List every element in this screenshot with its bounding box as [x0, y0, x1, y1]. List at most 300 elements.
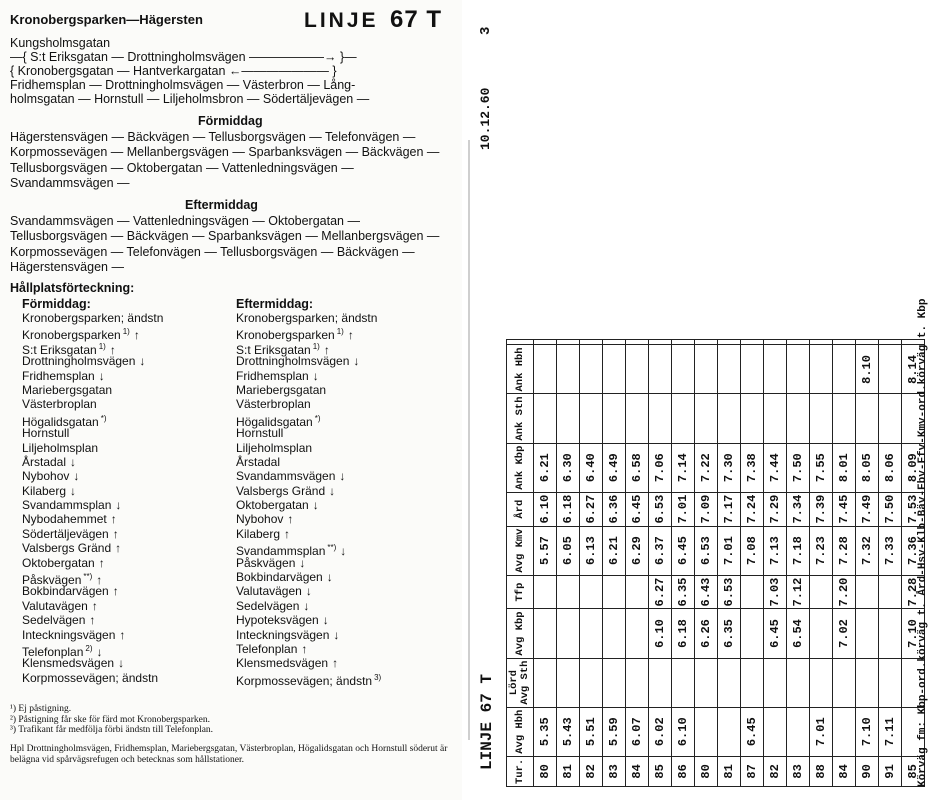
stop-name: Kronobergsparken: [236, 328, 335, 343]
time-cell: [856, 340, 879, 345]
arrow-down-icon: ↓: [70, 483, 77, 498]
time-cell: 6.45: [741, 707, 764, 756]
stop-name: Klensmedsvägen: [22, 656, 115, 671]
stop-footnote-mark: 1): [98, 341, 106, 351]
stop-footnote-mark: *): [100, 413, 107, 423]
time-cell: [695, 707, 718, 756]
arrow-up-icon: ↑: [112, 584, 119, 599]
stop-name: Oktobergatan: [236, 498, 309, 513]
stop-name: Kilaberg: [22, 483, 67, 498]
column-header: Ård: [507, 492, 534, 526]
time-cell: 7.03: [764, 575, 787, 609]
stop-item: [22, 426, 222, 440]
time-cell: 7.02: [833, 609, 856, 658]
stop-name: Bokbindarvägen: [22, 584, 109, 599]
route-line: holmsgatan — Hornstull — Liljeholmsbron — Södertäljevägen —: [10, 92, 370, 106]
stop-name: Årstadal: [236, 454, 281, 469]
tur-number: 87: [741, 756, 764, 786]
stop-item: [22, 584, 222, 598]
time-cell: 7.50: [787, 443, 810, 492]
route-footer: Körväg fm: Kbp-ord.körväg t. Ård-Hsv-Klb-Bäv-Fbv-Ffv-Kmv-ord.körväg t. Kbp: [917, 298, 929, 787]
arrow-down-icon: ↓: [70, 454, 77, 469]
time-cell: [810, 345, 833, 394]
table-row: [810, 340, 833, 787]
table-row: [580, 340, 603, 787]
time-cell: [603, 345, 626, 394]
formiddag-title: Förmiddag: [198, 114, 263, 128]
tur-number: 88: [810, 756, 833, 786]
stop-name: Nybohov: [22, 469, 70, 484]
time-cell: [672, 340, 695, 345]
time-cell: [718, 707, 741, 756]
time-cell: 6.45: [672, 526, 695, 575]
time-cell: 6.43: [695, 575, 718, 609]
stop-name: Valsbergs Gränd: [22, 541, 112, 556]
time-cell: [718, 394, 741, 443]
stop-name: Hornstull: [236, 426, 284, 441]
stops-eftermiddag: [236, 297, 436, 688]
column-header: Tfp: [507, 575, 534, 609]
time-cell: [580, 345, 603, 394]
table-row: [741, 340, 764, 787]
stop-item: [236, 671, 436, 688]
stop-name: Svandammsvägen: [236, 469, 336, 484]
stop-item: [22, 354, 222, 368]
time-cell: [741, 609, 764, 658]
time-cell: [764, 658, 787, 707]
column-header: Tur.: [507, 756, 534, 786]
arrow-up-icon: ↑: [109, 342, 116, 357]
time-cell: [741, 394, 764, 443]
column-header: [507, 340, 534, 345]
arrow-down-icon: ↓: [322, 613, 329, 628]
time-cell: [626, 345, 649, 394]
time-cell: [741, 340, 764, 345]
arrow-down-icon: ↓: [305, 584, 312, 599]
stop-item: [236, 541, 436, 559]
stop-name: Liljeholmsplan: [22, 440, 99, 455]
arrow-up-icon: ↑: [332, 656, 339, 671]
time-cell: [534, 575, 557, 609]
table-row: [833, 340, 856, 787]
tur-number: 80: [695, 756, 718, 786]
time-cell: 7.36: [902, 526, 925, 575]
time-cell: 7.01: [810, 707, 833, 756]
time-cell: 7.33: [879, 526, 902, 575]
linje-number: 67 T: [389, 6, 442, 33]
time-cell: [557, 575, 580, 609]
stop-name: Telefonplan: [22, 644, 84, 659]
time-cell: 7.18: [787, 526, 810, 575]
tur-number: 85: [902, 756, 925, 786]
stop-item: [236, 412, 436, 429]
stop-item: [22, 311, 222, 325]
time-cell: [603, 609, 626, 658]
time-cell: [810, 609, 833, 658]
stop-item: [22, 340, 222, 357]
right-page: [472, 0, 939, 800]
time-cell: [856, 658, 879, 707]
stop-name: Korpmossevägen; ändstn: [236, 673, 373, 688]
time-cell: [580, 394, 603, 443]
arrow-down-icon: ↓: [98, 368, 105, 383]
time-cell: 6.05: [557, 526, 580, 575]
arrow-down-icon: ↓: [353, 354, 360, 369]
timetable-linje: [478, 674, 496, 770]
time-cell: 7.45: [833, 492, 856, 526]
arrow-down-icon: ↓: [118, 656, 125, 671]
tur-number: 84: [833, 756, 856, 786]
stop-name: Kronobergsparken: [22, 328, 121, 343]
time-cell: 6.13: [580, 526, 603, 575]
time-cell: [879, 658, 902, 707]
left-page: [0, 0, 462, 800]
stop-name: Hypoteksvägen: [236, 613, 319, 628]
time-cell: [764, 345, 787, 394]
tur-number: 82: [580, 756, 603, 786]
time-cell: 7.14: [672, 443, 695, 492]
time-cell: [741, 575, 764, 609]
arrow-down-icon: ↓: [312, 498, 319, 513]
stop-item: [236, 369, 436, 383]
stop-name: Fridhemsplan: [236, 368, 309, 383]
time-cell: 6.40: [580, 443, 603, 492]
time-cell: 7.10: [856, 707, 879, 756]
linje-word: LINJE: [304, 9, 379, 32]
footnotes: [10, 704, 450, 736]
stop-item: [236, 642, 436, 656]
table-row: [534, 340, 557, 787]
time-cell: 7.53: [902, 492, 925, 526]
tur-number: 80: [534, 756, 557, 786]
stop-name: Södertäljevägen: [22, 526, 109, 541]
linje-number: 67 T: [478, 673, 496, 713]
time-cell: [695, 394, 718, 443]
time-cell: 7.11: [879, 707, 902, 756]
time-cell: 7.20: [833, 575, 856, 609]
time-cell: [764, 394, 787, 443]
stop-item: [236, 527, 436, 541]
time-cell: 6.10: [672, 707, 695, 756]
stop-name: Påskvägen: [236, 555, 296, 570]
stop-item: [22, 441, 222, 455]
time-cell: 6.29: [626, 526, 649, 575]
time-cell: [557, 394, 580, 443]
stop-item: [236, 441, 436, 455]
footnote: ¹) Ej påstigning.: [10, 704, 72, 714]
time-cell: [603, 575, 626, 609]
table-row: [764, 340, 787, 787]
stop-item: [236, 354, 436, 368]
time-cell: [764, 707, 787, 756]
stop-item: [22, 656, 222, 670]
time-cell: 6.35: [718, 609, 741, 658]
time-cell: [810, 658, 833, 707]
time-cell: 8.10: [856, 345, 879, 394]
stop-item: [236, 584, 436, 598]
stop-footnote-mark: **): [327, 543, 337, 553]
time-cell: [557, 340, 580, 345]
linje-word: LINJE: [478, 721, 496, 770]
arrow-up-icon: ↑: [287, 512, 294, 527]
stop-item: [22, 369, 222, 383]
time-cell: 7.28: [833, 526, 856, 575]
stop-name: Svandammsplan: [236, 544, 326, 559]
stop-name: Mariebergsgatan: [236, 382, 327, 397]
time-cell: [672, 345, 695, 394]
stop-name: Hornstull: [22, 426, 70, 441]
time-cell: [741, 345, 764, 394]
time-cell: 7.44: [764, 443, 787, 492]
stop-name: Västerbroplan: [236, 397, 311, 412]
time-cell: [810, 394, 833, 443]
time-cell: [580, 658, 603, 707]
time-cell: [787, 707, 810, 756]
stop-name: Svandammsplan: [22, 498, 112, 513]
stop-name: Valutavägen: [236, 584, 302, 599]
time-cell: 6.10: [534, 492, 557, 526]
time-cell: 6.54: [787, 609, 810, 658]
eftermiddag-route: Svandammsvägen — Vattenledningsvägen — Oktobergatan — Tellusborgsvägen — Bäckvägen — Sparbanksvägen — Mellanbergsvägen — Korpmossevägen — Telefonvägen — Tellusborgsvägen — Bäckvägen — Hägerstensvägen —: [10, 214, 440, 274]
timetable-date: 10.12.60: [478, 87, 493, 150]
time-cell: [580, 575, 603, 609]
column-header: Ank Hbh: [507, 345, 534, 394]
stop-item: [22, 613, 222, 627]
stop-footnote-mark: 1): [336, 327, 344, 337]
tur-number: 81: [718, 756, 741, 786]
time-cell: 6.53: [695, 526, 718, 575]
stop-item: [22, 498, 222, 512]
stop-name: Högalidsgatan: [22, 414, 99, 429]
time-cell: [787, 340, 810, 345]
time-cell: 7.06: [649, 443, 672, 492]
tur-number: 83: [787, 756, 810, 786]
time-cell: 7.08: [741, 526, 764, 575]
formiddag-route: Hägerstensvägen — Bäckvägen — Tellusborgsvägen — Telefonvägen — Korpmossevägen — Mellanbergsvägen — Sparbanksvägen — Bäckvägen — Tellusborgsvägen — Oktobergatan — Vattenledningsvägen — Svandammsvägen —: [10, 130, 440, 190]
time-cell: 8.01: [833, 443, 856, 492]
stop-item: [236, 656, 436, 670]
time-cell: 6.49: [603, 443, 626, 492]
arrow-down-icon: ↓: [326, 570, 333, 585]
stop-item: [22, 484, 222, 498]
arrow-down-icon: ↓: [329, 483, 336, 498]
stop-name: Årstadal: [22, 454, 67, 469]
tur-number: 85: [649, 756, 672, 786]
arrow-up-icon: ↑: [98, 555, 105, 570]
arrow-down-icon: ↓: [139, 354, 146, 369]
time-cell: 8.05: [856, 443, 879, 492]
time-cell: 6.36: [603, 492, 626, 526]
time-cell: 7.09: [695, 492, 718, 526]
time-cell: 6.21: [534, 443, 557, 492]
time-cell: 6.26: [695, 609, 718, 658]
tur-number: 84: [626, 756, 649, 786]
time-cell: [764, 340, 787, 345]
time-cell: 8.06: [879, 443, 902, 492]
time-cell: [626, 609, 649, 658]
time-cell: [649, 658, 672, 707]
time-cell: [833, 394, 856, 443]
time-cell: [787, 345, 810, 394]
time-cell: [672, 658, 695, 707]
stop-item: [236, 599, 436, 613]
stop-name: Oktobergatan: [22, 555, 95, 570]
stops-formiddag: [22, 297, 222, 685]
time-cell: 7.12: [787, 575, 810, 609]
time-cell: [580, 340, 603, 345]
time-cell: [534, 340, 557, 345]
time-cell: [741, 658, 764, 707]
stop-item: [236, 397, 436, 411]
time-cell: [557, 345, 580, 394]
stop-footnote-mark: 3): [374, 672, 382, 682]
column-header: Avg Kbp: [507, 609, 534, 658]
stop-name: Kronobergsparken; ändstn: [236, 311, 378, 325]
table-row: [557, 340, 580, 787]
time-cell: 7.24: [741, 492, 764, 526]
time-cell: 5.57: [534, 526, 557, 575]
arrow-down-icon: ↓: [333, 627, 340, 642]
time-cell: 7.30: [718, 443, 741, 492]
time-cell: 7.32: [856, 526, 879, 575]
time-cell: 6.07: [626, 707, 649, 756]
stop-item: [22, 397, 222, 411]
tur-number: 82: [764, 756, 787, 786]
timetable: [506, 339, 925, 787]
route-title: Kronobergsparken—Hägersten: [10, 12, 203, 27]
day-label: Lörd: [508, 670, 520, 696]
stop-name: Nybohov: [236, 512, 284, 527]
time-cell: [695, 345, 718, 394]
time-cell: 7.17: [718, 492, 741, 526]
time-cell: [649, 345, 672, 394]
time-cell: [603, 658, 626, 707]
time-cell: [856, 609, 879, 658]
stop-name: Drottningholmsvägen: [22, 354, 136, 369]
arrow-up-icon: ↑: [323, 342, 330, 357]
stop-item: [236, 570, 436, 584]
stop-name: Valutavägen: [22, 598, 88, 613]
column-header: Ank Kbp: [507, 443, 534, 492]
time-cell: 6.45: [626, 492, 649, 526]
time-cell: 8.14: [902, 345, 925, 394]
arrow-up-icon: ↑: [112, 526, 119, 541]
time-cell: 6.58: [626, 443, 649, 492]
time-cell: 7.55: [810, 443, 833, 492]
time-cell: [856, 394, 879, 443]
stop-footnote-mark: 1): [122, 327, 130, 337]
stop-name: Västerbroplan: [22, 397, 97, 412]
time-cell: 6.30: [557, 443, 580, 492]
stop-footnote-mark: **): [83, 572, 93, 582]
stop-item: [22, 455, 222, 469]
tur-number: 91: [879, 756, 902, 786]
time-cell: [580, 609, 603, 658]
col-title-eftermiddag: Eftermiddag:: [236, 297, 314, 311]
time-cell: 7.34: [787, 492, 810, 526]
page-number: 3: [478, 26, 494, 35]
time-cell: 6.45: [764, 609, 787, 658]
footnote: ³) Trafikant får medfölja förbi ändstn till Telefonplan.: [10, 725, 214, 735]
time-cell: [787, 658, 810, 707]
table-row: [879, 340, 902, 787]
time-cell: 7.50: [879, 492, 902, 526]
stop-item: [22, 541, 222, 555]
time-cell: 6.35: [672, 575, 695, 609]
time-cell: 7.01: [672, 492, 695, 526]
stop-item: [22, 325, 222, 343]
footer-note: Hpl Drottningholmsvägen, Fridhemsplan, Mariebergsgatan, Västerbroplan, Högalidsgatan och Hornstull söderut är belägna vid spårvägsrefugen och betecknas som hållstationer.: [10, 744, 448, 765]
time-cell: [672, 394, 695, 443]
time-cell: [856, 575, 879, 609]
time-cell: [879, 345, 902, 394]
arrow-down-icon: ↓: [299, 555, 306, 570]
table-row: [856, 340, 879, 787]
column-header: Ank Sth: [507, 394, 534, 443]
stop-item: [236, 311, 436, 325]
time-cell: [534, 394, 557, 443]
time-cell: 7.49: [856, 492, 879, 526]
time-cell: 6.10: [649, 609, 672, 658]
stop-name: S:t Eriksgatan: [236, 342, 311, 357]
stop-name: Valsbergs Gränd: [236, 483, 326, 498]
time-cell: [879, 394, 902, 443]
time-cell: [833, 345, 856, 394]
col-title-formiddag: Förmiddag:: [22, 297, 91, 311]
time-cell: 6.21: [603, 526, 626, 575]
time-cell: [879, 609, 902, 658]
time-cell: [810, 340, 833, 345]
time-cell: [879, 340, 902, 345]
stop-footnote-mark: *): [314, 413, 321, 423]
table-row: [626, 340, 649, 787]
time-cell: [879, 575, 902, 609]
time-cell: 8.09: [902, 443, 925, 492]
time-cell: [833, 658, 856, 707]
arrow-up-icon: ↑: [89, 613, 96, 628]
eftermiddag-title: Eftermiddag: [185, 198, 258, 212]
stop-footnote-mark: 2): [85, 643, 93, 653]
time-cell: [810, 575, 833, 609]
time-cell: [534, 609, 557, 658]
arrow-down-icon: ↓: [340, 544, 347, 559]
time-cell: [649, 340, 672, 345]
time-cell: [534, 658, 557, 707]
footnote: ²) Påstigning får ske för färd mot Kronobergsparken.: [10, 714, 211, 725]
arrow-up-icon: ↑: [347, 328, 354, 343]
stop-name: Bokbindarvägen: [236, 570, 323, 585]
stop-name: Liljeholmsplan: [236, 440, 313, 455]
time-cell: [695, 658, 718, 707]
time-cell: [787, 394, 810, 443]
stop-item: [22, 628, 222, 642]
stop-name: Sedelvägen: [236, 598, 300, 613]
arrow-up-icon: ↑: [133, 328, 140, 343]
stop-item: [236, 613, 436, 627]
arrow-up-icon: ↑: [96, 573, 103, 588]
stop-item: [22, 556, 222, 570]
stop-item: [22, 383, 222, 397]
time-cell: 5.43: [557, 707, 580, 756]
time-cell: [557, 609, 580, 658]
stop-item: [22, 527, 222, 541]
stop-item: [22, 570, 222, 588]
timetable-header: [478, 20, 502, 770]
stop-item: [236, 484, 436, 498]
hallplats-title: Hållplatsförteckning:: [10, 281, 135, 295]
arrow-down-icon: ↓: [312, 368, 319, 383]
time-cell: 6.37: [649, 526, 672, 575]
